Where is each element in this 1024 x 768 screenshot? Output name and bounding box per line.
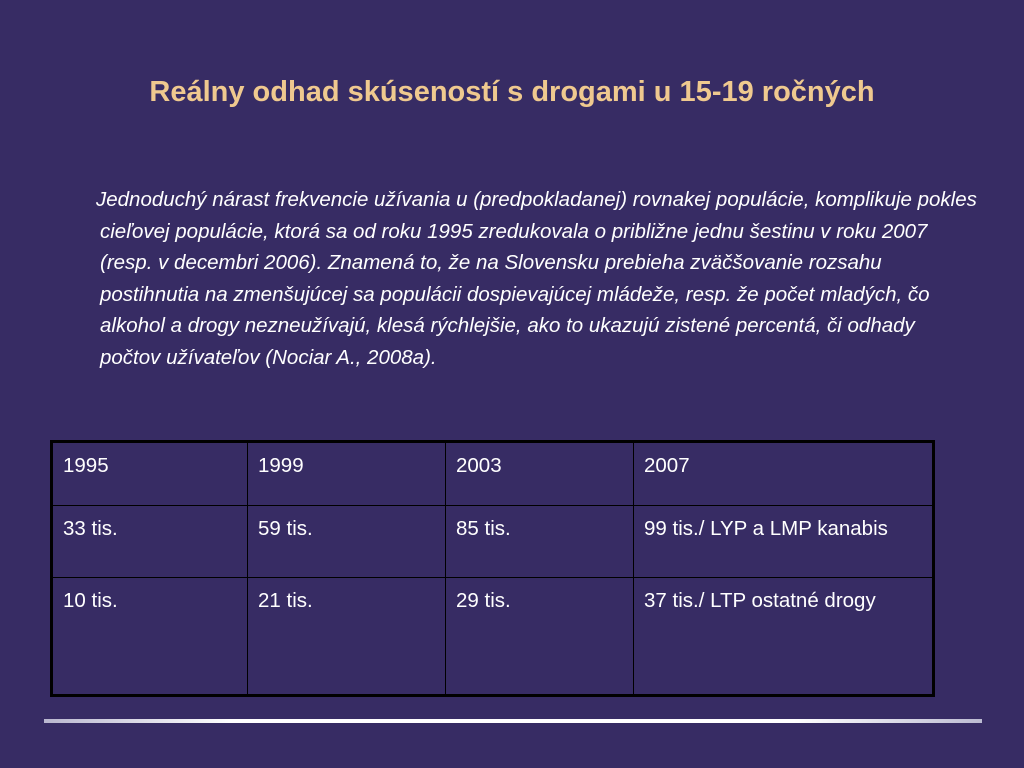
table-cell: 1995 — [52, 442, 248, 506]
body-paragraph: Jednoduchý nárast frekvencie užívania u (predpokladanej) rovnakej populácie, komplikuje pokles cieľovej populácie, ktorá sa od roku 1995 zredukovala o približne jednu šestinu v roku 2007 (resp. v decembri 2006). Znamená to, že na Slovensku prebieha zväčšovanie rozsahu postihnutia na zmenšujúcej sa populácii dospievajúcej mládeže, resp. že počet mladých, čo alkohol a drogy nezneužívajú, klesá rýchlejšie, ako to ukazujú zistené percentá, či odhady počtov užívateľov (Nociar A., 2008a). — [96, 188, 977, 369]
table-cell: 29 tis. — [446, 578, 634, 696]
table-cell: 21 tis. — [248, 578, 446, 696]
table-row — [52, 506, 934, 578]
table-cell: 99 tis./ LYP a LMP kanabis — [634, 506, 934, 578]
table-cell: 85 tis. — [446, 506, 634, 578]
table-cell: 2003 — [446, 442, 634, 506]
table-cell: 2007 — [634, 442, 934, 506]
table-row — [52, 442, 934, 506]
table-row — [52, 578, 934, 696]
table-cell: 33 tis. — [52, 506, 248, 578]
table-cell: 10 tis. — [52, 578, 248, 696]
footer-divider — [44, 719, 982, 723]
table-cell: 59 tis. — [248, 506, 446, 578]
table-cell: 37 tis./ LTP ostatné drogy — [634, 578, 934, 696]
data-table — [50, 440, 935, 697]
table-cell: 1999 — [248, 442, 446, 506]
slide-title: Reálny odhad skúseností s drogami u 15-19 ročných — [149, 76, 875, 108]
